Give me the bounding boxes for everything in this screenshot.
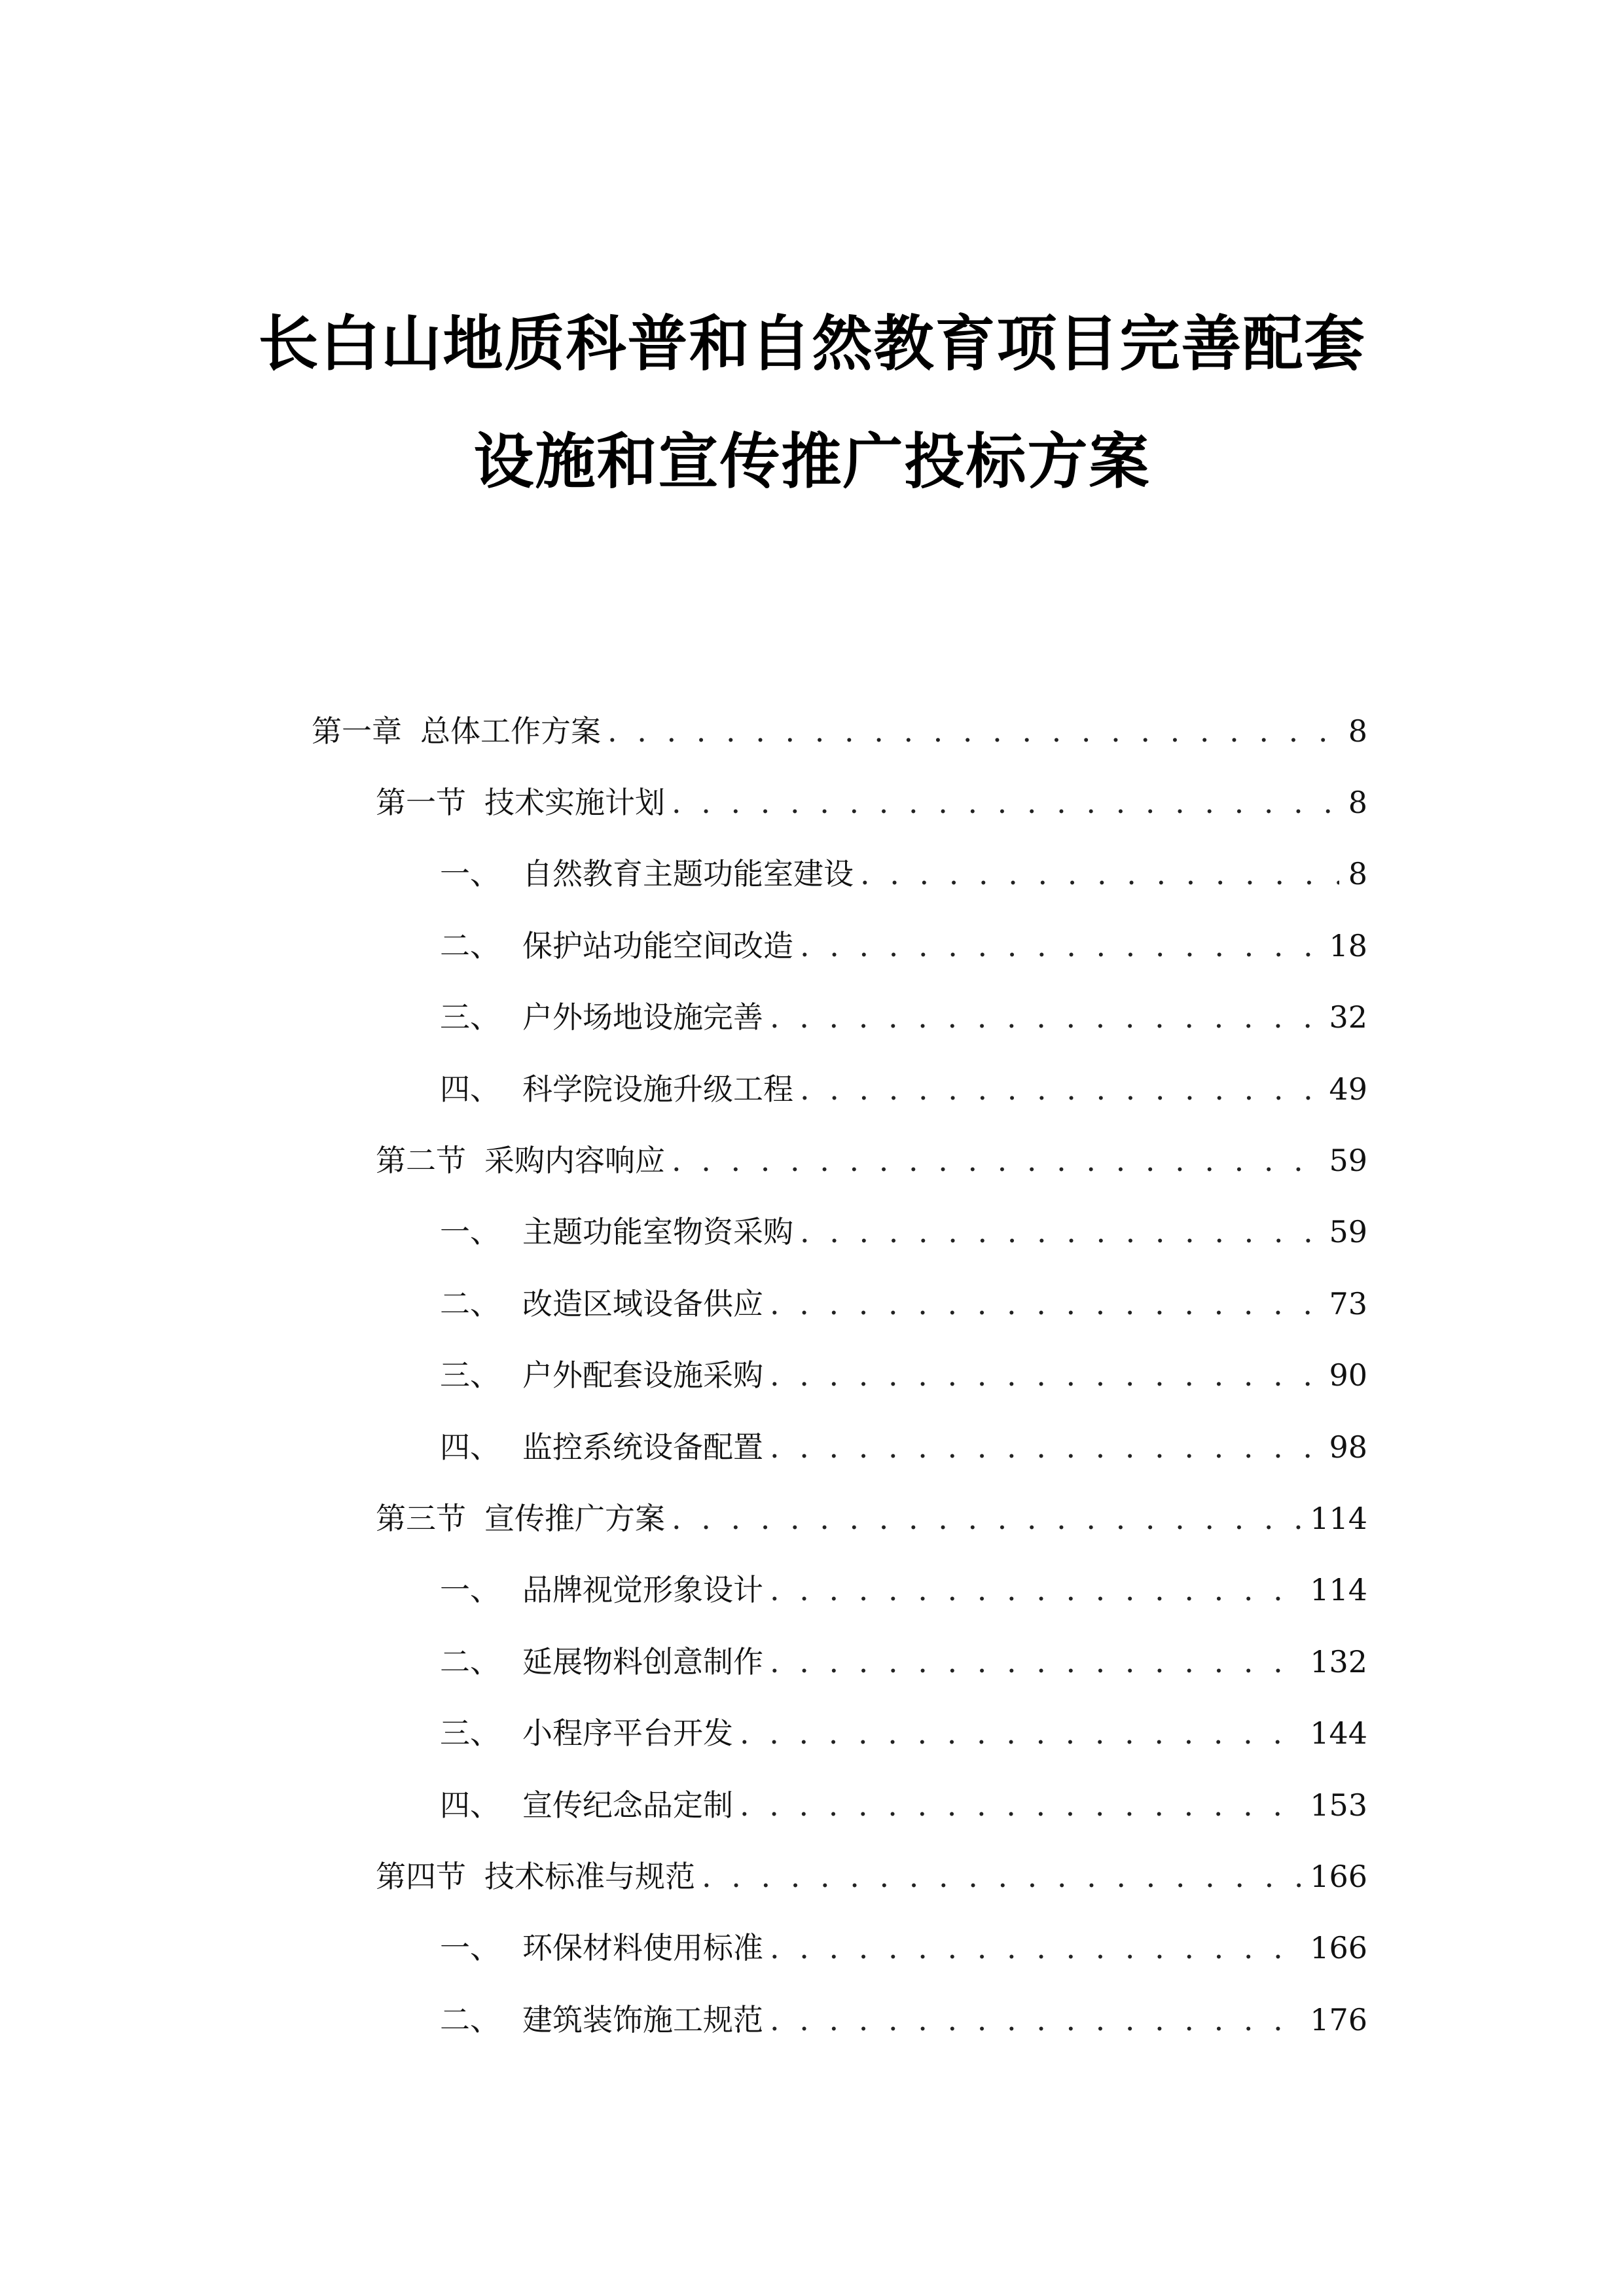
toc-entry-label — [440, 2000, 763, 2039]
toc-entry-number: 一、 — [440, 856, 500, 892]
toc-item-1-4-1[interactable] — [0, 1912, 1624, 1984]
toc-entry-label — [376, 1499, 665, 1538]
toc-entry-label — [440, 1713, 733, 1753]
toc-entry-number: 第三节 — [376, 1500, 466, 1536]
toc-item-1-1-3[interactable] — [0, 982, 1624, 1053]
toc-entry-title: 品牌视觉形象设计 — [522, 1572, 763, 1608]
toc-item-1-1-2[interactable] — [0, 910, 1624, 981]
document-title-line-2: 设施和宣传推广投标方案 — [473, 427, 1151, 497]
toc-entry-title: 自然教育主题功能室建设 — [522, 856, 854, 892]
toc-dot-leader — [770, 1284, 1320, 1323]
toc-dot-leader — [770, 1427, 1320, 1467]
toc-item-1-2-4[interactable] — [0, 1411, 1624, 1482]
toc-item-1-2-3[interactable] — [0, 1340, 1624, 1411]
toc-entry-title: 科学院设施升级工程 — [522, 1071, 793, 1107]
toc-entry-title: 户外场地设施完善 — [522, 999, 763, 1035]
toc-page-number: 8 — [1348, 713, 1367, 749]
toc-page-number: 8 — [1348, 856, 1367, 892]
toc-entry-label — [440, 1928, 763, 1967]
toc-entry-number: 二、 — [440, 1285, 500, 1321]
toc-page-number: 59 — [1329, 1143, 1367, 1179]
toc-dot-leader — [770, 1570, 1301, 1609]
toc-item-1-1-4[interactable] — [0, 1053, 1624, 1124]
toc-entry-number: 一、 — [440, 1930, 500, 1966]
toc-section-1-2[interactable] — [0, 1124, 1624, 1196]
toc-entry-title: 户外配套设施采购 — [522, 1357, 763, 1393]
toc-entry-number: 第四节 — [376, 1858, 466, 1894]
toc-dot-leader — [607, 711, 1339, 751]
toc-dot-leader — [800, 1069, 1320, 1109]
toc-entry-title: 改造区域设备供应 — [522, 1285, 763, 1321]
toc-entry-number: 三、 — [440, 999, 500, 1035]
toc-entry-title: 保护站功能空间改造 — [522, 927, 793, 963]
toc-entry-title: 建筑装饰施工规范 — [522, 2001, 763, 2037]
toc-dot-leader — [740, 1785, 1301, 1825]
toc-entry-label — [440, 1069, 793, 1109]
toc-dot-leader — [770, 2000, 1301, 2039]
toc-entry-number: 三、 — [440, 1357, 500, 1393]
toc-entry-title: 环保材料使用标准 — [522, 1930, 763, 1966]
toc-entry-label — [440, 1785, 733, 1825]
toc-page-number: 176 — [1310, 2001, 1367, 2037]
toc-dot-leader — [740, 1713, 1301, 1753]
toc-page-number: 144 — [1310, 1715, 1367, 1751]
toc-item-1-3-4[interactable] — [0, 1769, 1624, 1840]
toc-page-number: 98 — [1329, 1429, 1367, 1465]
toc-entry-label — [440, 1284, 763, 1323]
toc-entry-title: 延展物料创意制作 — [522, 1643, 763, 1679]
toc-dot-leader — [770, 1355, 1320, 1395]
table-of-contents — [0, 695, 1624, 2055]
toc-page-number: 18 — [1329, 927, 1367, 963]
toc-page-number: 153 — [1310, 1787, 1367, 1823]
toc-entry-title: 监控系统设备配置 — [522, 1429, 763, 1465]
toc-dot-leader — [672, 783, 1339, 822]
toc-dot-leader — [800, 1212, 1320, 1251]
toc-item-1-3-2[interactable] — [0, 1626, 1624, 1697]
toc-entry-title: 技术标准与规范 — [484, 1858, 695, 1894]
toc-entry-label — [440, 926, 793, 965]
toc-chapter-1[interactable] — [0, 695, 1624, 766]
toc-item-1-2-1[interactable] — [0, 1196, 1624, 1268]
toc-entry-number: 二、 — [440, 927, 500, 963]
toc-section-1-4[interactable] — [0, 1840, 1624, 1912]
toc-entry-number: 四、 — [440, 1071, 500, 1107]
toc-section-1-3[interactable] — [0, 1482, 1624, 1554]
toc-entry-title: 主题功能室物资采购 — [522, 1214, 793, 1250]
toc-entry-number: 四、 — [440, 1787, 500, 1823]
toc-page-number: 8 — [1348, 785, 1367, 821]
toc-page-number: 73 — [1329, 1285, 1367, 1321]
toc-entry-number: 一、 — [440, 1572, 500, 1608]
toc-entry-number: 二、 — [440, 1643, 500, 1679]
toc-entry-number: 第一节 — [376, 785, 466, 821]
toc-item-1-3-1[interactable] — [0, 1554, 1624, 1626]
toc-item-1-1-1[interactable] — [0, 838, 1624, 910]
toc-entry-label — [440, 1212, 793, 1251]
toc-entry-label — [440, 1642, 763, 1681]
toc-entry-title: 小程序平台开发 — [522, 1715, 733, 1751]
toc-entry-number: 四、 — [440, 1429, 500, 1465]
toc-page-number: 132 — [1310, 1643, 1367, 1679]
toc-dot-leader — [860, 854, 1339, 893]
toc-entry-number: 三、 — [440, 1715, 500, 1751]
toc-entry-label — [376, 1857, 695, 1896]
toc-section-1-1[interactable] — [0, 766, 1624, 838]
toc-entry-title: 宣传推广方案 — [484, 1500, 665, 1536]
toc-item-1-3-3[interactable] — [0, 1697, 1624, 1768]
toc-dot-leader — [770, 997, 1320, 1037]
toc-page-number: 90 — [1329, 1357, 1367, 1393]
toc-page-number: 114 — [1310, 1572, 1367, 1608]
toc-entry-label — [440, 1427, 763, 1467]
document-title — [0, 309, 1624, 550]
toc-entry-label — [440, 1355, 763, 1395]
document-title-line-1: 长白山地质科普和自然教育项目完善配套 — [258, 309, 1366, 379]
toc-entry-number: 第一章 — [312, 713, 402, 749]
toc-dot-leader — [672, 1141, 1320, 1180]
toc-item-1-4-2[interactable] — [0, 1984, 1624, 2055]
toc-dot-leader — [702, 1857, 1301, 1896]
toc-entry-number: 一、 — [440, 1214, 500, 1250]
toc-dot-leader — [800, 926, 1320, 965]
toc-entry-label — [440, 997, 763, 1037]
toc-page-number: 166 — [1310, 1930, 1367, 1966]
toc-page-number: 49 — [1329, 1071, 1367, 1107]
toc-entry-label — [376, 1141, 665, 1180]
toc-entry-number: 二、 — [440, 2001, 500, 2037]
toc-page-number: 114 — [1310, 1500, 1367, 1536]
toc-dot-leader — [770, 1642, 1301, 1681]
toc-entry-label — [440, 854, 854, 893]
toc-entry-title: 总体工作方案 — [420, 713, 601, 749]
toc-entry-title: 宣传纪念品定制 — [522, 1787, 733, 1823]
toc-page-number: 32 — [1329, 999, 1367, 1035]
toc-dot-leader — [770, 1928, 1301, 1967]
toc-entry-label — [312, 711, 601, 751]
toc-entry-number: 第二节 — [376, 1143, 466, 1179]
toc-page-number: 59 — [1329, 1214, 1367, 1250]
toc-entry-label — [440, 1570, 763, 1609]
toc-item-1-2-2[interactable] — [0, 1268, 1624, 1339]
toc-entry-title: 采购内容响应 — [484, 1143, 665, 1179]
toc-page-number: 166 — [1310, 1858, 1367, 1894]
toc-entry-label — [376, 783, 665, 822]
toc-entry-title: 技术实施计划 — [484, 785, 665, 821]
toc-dot-leader — [672, 1499, 1301, 1538]
